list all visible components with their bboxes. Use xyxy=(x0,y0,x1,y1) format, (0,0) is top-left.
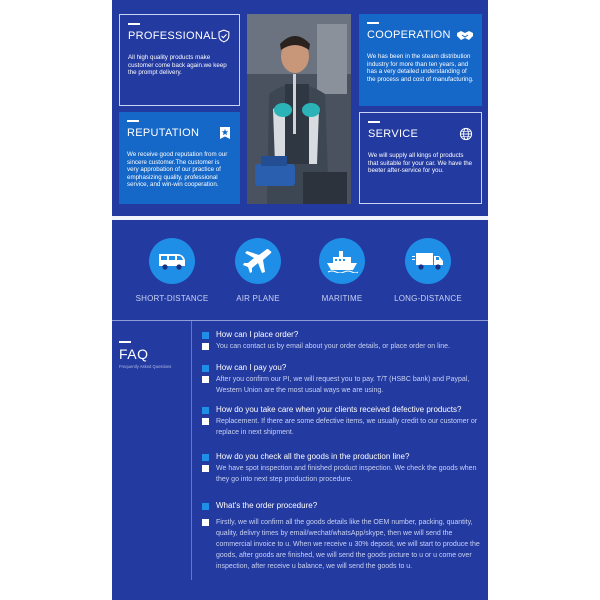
faq-question: How do you check all the goods in the production line? xyxy=(216,452,410,461)
faq-question: How can I place order? xyxy=(216,330,299,339)
faq-answer: Firstly, we will confirm all the goods details like the OEM number, packing, quantity, quality, delivry times by email/wechat/whatsApp/skype, then we will send the commercial invoice to u. When we receive u 30% deposit, we will start to produce the goods, after goods are finished, we will send the goods picture to u or u come over inspection, after receive u balance, we will send the goods to u. xyxy=(216,519,480,570)
ship-icon-circle xyxy=(319,238,365,284)
shipping-section xyxy=(112,220,488,320)
shield-check-icon xyxy=(217,29,231,43)
service-title: SERVICE xyxy=(368,128,419,140)
star-badge-icon xyxy=(218,126,232,140)
faq-question: How can I pay you? xyxy=(216,363,287,372)
cooperation-title: COOPERATION xyxy=(367,29,451,41)
faq-answer: We have spot inspection and finished product inspection. We check the goods when they go into next step production procedure. xyxy=(216,465,477,483)
shipping-long-distance xyxy=(388,238,468,303)
shipping-label: SHORT-DISTANCE xyxy=(135,294,209,303)
faq-item xyxy=(202,363,482,396)
faq-answer: After you confirm our PI, we will request you to pay. T/T (HSBC bank) and Paypal, Western Union are the most usual ways we are using. xyxy=(216,376,470,394)
reputation-title: REPUTATION xyxy=(127,127,200,139)
answer-bullet xyxy=(202,519,209,526)
faq-section xyxy=(112,321,488,600)
question-bullet xyxy=(202,332,209,339)
cooperation-text: We has been in the steam distribution industry for more than ten years, and has a very detailed understanding of the process and cost of manufacturing. xyxy=(367,53,474,83)
answer-bullet xyxy=(202,418,209,425)
faq-subtitle: Frequently Asked Questions xyxy=(119,364,172,369)
handshake-icon xyxy=(456,28,474,42)
cooperation-card xyxy=(359,14,482,106)
faq-sidebar xyxy=(112,321,192,580)
ship-icon xyxy=(326,249,358,273)
service-card xyxy=(359,112,482,204)
question-bullet xyxy=(202,454,209,461)
answer-bullet xyxy=(202,343,209,350)
faq-item xyxy=(202,405,482,438)
professional-card xyxy=(119,14,240,106)
answer-bullet xyxy=(202,465,209,472)
answer-bullet xyxy=(202,376,209,383)
service-text: We will supply all kings of products that suitable for your car. We have the beeter after-service for you. xyxy=(368,152,473,175)
reputation-text: We receive good reputation from our sincere customer.The customer is very approbation of our practice of emphasizing quality, professional service, and win-win cooperation. xyxy=(127,151,228,189)
van-icon xyxy=(157,251,187,271)
title-accent-bar xyxy=(368,121,380,123)
title-accent-bar xyxy=(128,23,140,25)
shipping-short-distance xyxy=(132,238,212,303)
info-section xyxy=(112,0,488,216)
shipping-maritime xyxy=(302,238,382,303)
faq-question: What's the order procedure? xyxy=(216,501,318,510)
globe-icon xyxy=(459,127,473,141)
worker-photo-image xyxy=(247,14,351,204)
title-accent-bar xyxy=(127,120,139,122)
shipping-label: MARITIME xyxy=(321,294,363,303)
truck-icon xyxy=(412,250,444,272)
faq-item xyxy=(202,330,482,352)
question-bullet xyxy=(202,503,209,510)
airplane-icon xyxy=(243,248,273,274)
faq-answer: Replacement. If there are some defective items, we usually credit to our customer or replace in next shipment. xyxy=(216,418,478,436)
question-bullet xyxy=(202,407,209,414)
title-accent-bar xyxy=(119,341,131,343)
faq-title: FAQ xyxy=(119,346,149,362)
shipping-label: AIR PLANE xyxy=(236,294,280,303)
professional-title: PROFESSIONAL xyxy=(128,30,218,42)
worker-photo xyxy=(247,14,351,204)
question-bullet xyxy=(202,365,209,372)
faq-item xyxy=(202,501,482,572)
faq-question: How do you take care when your clients received defective products? xyxy=(216,405,462,414)
shipping-label: LONG-DISTANCE xyxy=(394,294,462,303)
faq-answer: You can contact us by email about your order details, or place order on line. xyxy=(216,343,450,350)
shipping-air-plane xyxy=(218,238,298,303)
van-icon-circle xyxy=(149,238,195,284)
reputation-card xyxy=(119,112,240,204)
professional-text: All high quality products make customer come back again.we keep the prompt delivery. xyxy=(128,54,227,77)
title-accent-bar xyxy=(367,22,379,24)
truck-icon-circle xyxy=(405,238,451,284)
airplane-icon-circle xyxy=(235,238,281,284)
faq-item xyxy=(202,452,482,485)
